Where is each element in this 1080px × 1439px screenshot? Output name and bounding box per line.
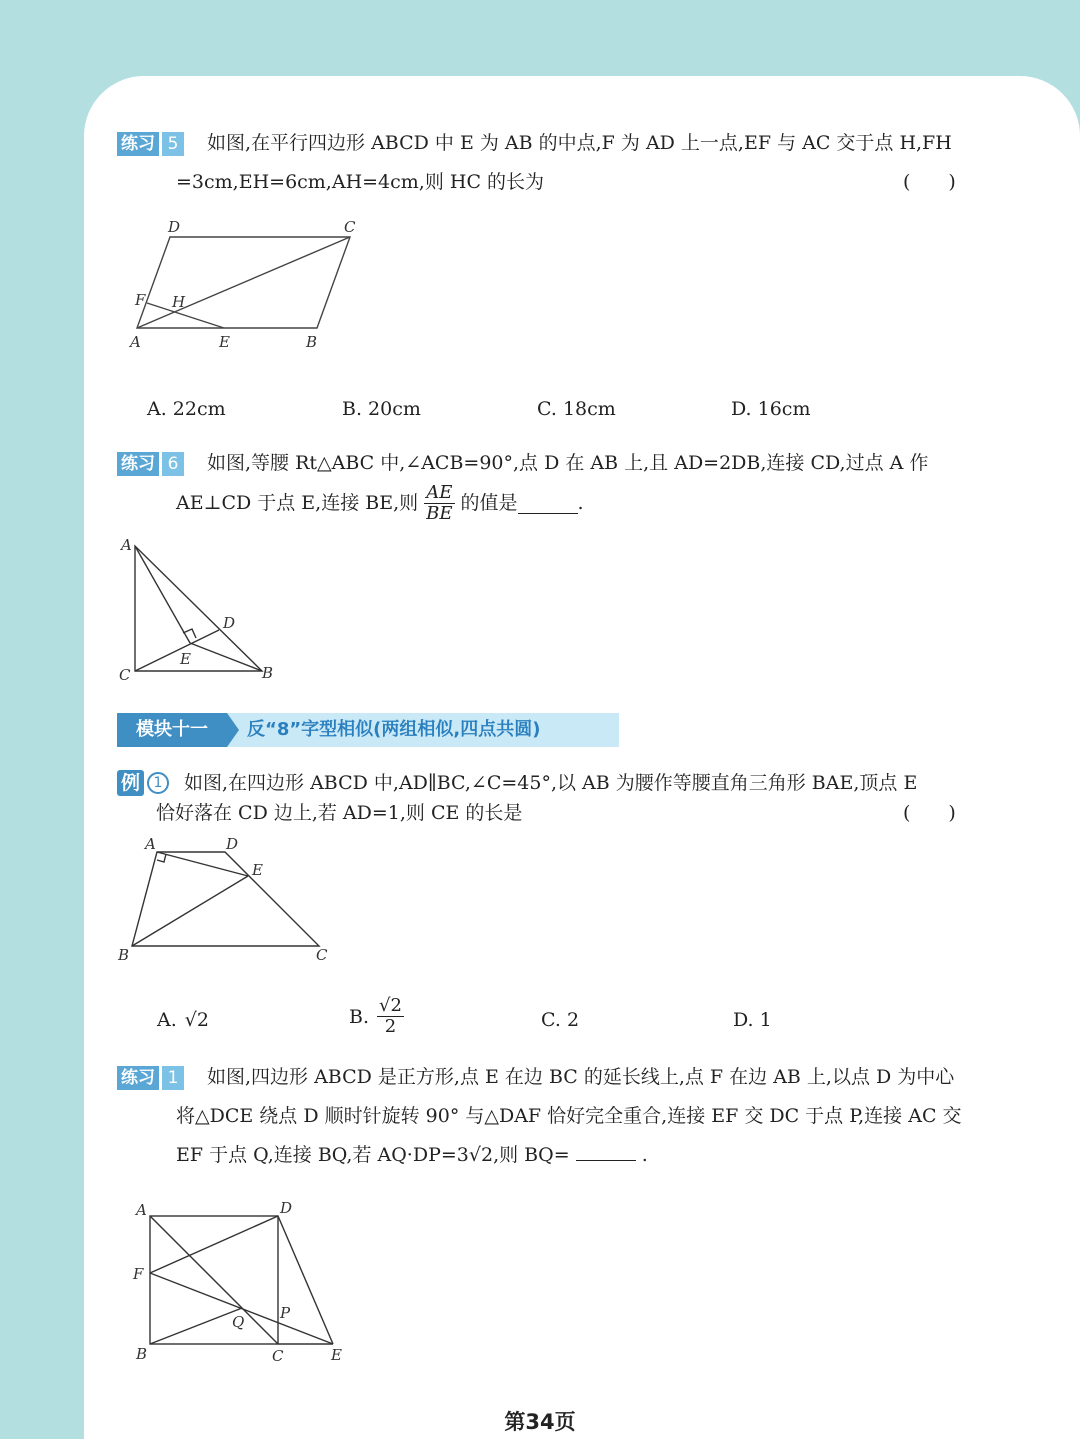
- p1-label-Q: Q: [232, 1313, 245, 1331]
- practice-tag-number: 1: [162, 1066, 184, 1090]
- ex1-option-b: [349, 996, 404, 1037]
- q5-label-F: F: [135, 291, 146, 309]
- ex1-option-a: [157, 1009, 209, 1031]
- q6-line2: [176, 483, 584, 524]
- q5-label-E: E: [219, 333, 230, 351]
- q6-line2-post: 的值是: [460, 492, 518, 514]
- example-tag-label: 例: [117, 770, 144, 796]
- q5-line2: =3cm,EH=6cm,AH=4cm,则 HC 的长为: [176, 171, 545, 193]
- p1-label-E: E: [331, 1346, 342, 1364]
- ex1-answer-paren: ( ): [903, 802, 956, 824]
- practice-tag-number: 6: [162, 452, 184, 476]
- p1-end: .: [641, 1144, 648, 1166]
- p1-label-A: A: [136, 1201, 147, 1219]
- q5-option-b: B. 20cm: [342, 398, 421, 420]
- ex1-option-b-numerator: √2: [379, 995, 402, 1016]
- module-number: 模块十一: [117, 713, 227, 747]
- p1-line3: [176, 1136, 648, 1175]
- practice-tag-number: 5: [162, 132, 184, 156]
- q6-line2-pre: AE⊥CD 于点 E,连接 BE,则: [176, 492, 419, 514]
- ex1-label-D: D: [226, 835, 239, 853]
- module-title: 反“8”字型相似(两组相似,四点共圆): [227, 713, 619, 747]
- p1-line1: 如图,四边形 ABCD 是正方形,点 E 在边 BC 的延长线上,点 F 在边 AB 上,以点 D 为中心: [207, 1066, 955, 1088]
- q5-label-A: A: [130, 333, 141, 351]
- q6-fraction-numerator: AE: [424, 483, 454, 504]
- p1-answer-blank[interactable]: [576, 1140, 636, 1161]
- ex1-option-b-fraction: [377, 996, 404, 1037]
- ex1-label-A: A: [145, 835, 156, 853]
- q6-fraction-denominator: BE: [426, 503, 453, 524]
- q6-label-E: E: [180, 650, 191, 668]
- p1-label-F: F: [133, 1265, 144, 1283]
- q5-label-D: D: [168, 218, 181, 236]
- ex1-option-d: D. 1: [733, 1009, 772, 1031]
- example-tag-1: [117, 770, 169, 796]
- q5-label-H: H: [172, 293, 186, 311]
- practice-tag-label: 练习: [117, 1066, 159, 1090]
- q5-option-a: A. 22cm: [147, 398, 226, 420]
- q6-end: .: [577, 492, 584, 514]
- ex1-label-B: B: [118, 946, 130, 964]
- q5-option-c: C. 18cm: [537, 398, 616, 420]
- p1-label-B: B: [136, 1345, 148, 1363]
- q6-fraction: [424, 483, 454, 524]
- q5-answer-paren: ( ): [903, 171, 956, 193]
- q5-figure: [120, 212, 380, 357]
- example-tag-number: 1: [147, 772, 169, 794]
- practice-tag-label: 练习: [117, 132, 159, 156]
- ex1-option-b-denominator: 2: [384, 1016, 397, 1037]
- p1-line2: 将△DCE 绕点 D 顺时针旋转 90° 与△DAF 恰好完全重合,连接 EF 交 DC 于点 P,连接 AC 交: [176, 1105, 962, 1127]
- ex1-option-b-letter: B.: [349, 1005, 370, 1028]
- q5-line1: 如图,在平行四边形 ABCD 中 E 为 AB 的中点,F 为 AD 上一点,EF 与 AC 交于点 H,FH: [207, 132, 952, 154]
- module-arrow: [227, 713, 239, 747]
- q5-option-d: D. 16cm: [731, 398, 811, 420]
- practice-tag-1: [117, 1066, 184, 1090]
- q6-label-D: D: [223, 614, 236, 632]
- ex1-figure: [112, 832, 342, 967]
- q5-label-B: B: [306, 333, 318, 351]
- q6-label-A: A: [121, 536, 132, 554]
- p1-figure: [128, 1198, 353, 1368]
- module-header: [117, 713, 619, 747]
- q5-label-C: C: [344, 218, 356, 236]
- practice-tag-5: [117, 132, 184, 156]
- ex1-line2: 恰好落在 CD 边上,若 AD=1,则 CE 的长是: [156, 802, 523, 824]
- page-number: 第34页: [504, 1410, 576, 1434]
- ex1-option-c: C. 2: [541, 1009, 580, 1031]
- p1-label-C: C: [272, 1347, 284, 1365]
- ex1-option-a-letter: A.: [157, 1009, 177, 1031]
- q6-answer-blank[interactable]: [518, 493, 578, 514]
- q6-label-C: C: [119, 666, 131, 684]
- q6-figure: [115, 534, 285, 684]
- ex1-option-a-value: √2: [184, 1009, 209, 1031]
- ex1-line1: 如图,在四边形 ABCD 中,AD∥BC,∠C=45°,以 AB 为腰作等腰直角三角形 BAE,顶点 E: [184, 772, 918, 794]
- p1-label-P: P: [280, 1304, 291, 1322]
- p1-line3-pre: EF 于点 Q,连接 BQ,若 AQ·DP=3√2,则 BQ=: [176, 1144, 570, 1166]
- ex1-label-E: E: [252, 861, 263, 879]
- ex1-label-C: C: [316, 946, 328, 964]
- q6-label-B: B: [262, 664, 274, 682]
- practice-tag-6: [117, 452, 184, 476]
- q6-line1: 如图,等腰 Rt△ABC 中,∠ACB=90°,点 D 在 AB 上,且 AD=2DB,连接 CD,过点 A 作: [207, 452, 929, 474]
- practice-tag-label: 练习: [117, 452, 159, 476]
- p1-label-D: D: [280, 1199, 293, 1217]
